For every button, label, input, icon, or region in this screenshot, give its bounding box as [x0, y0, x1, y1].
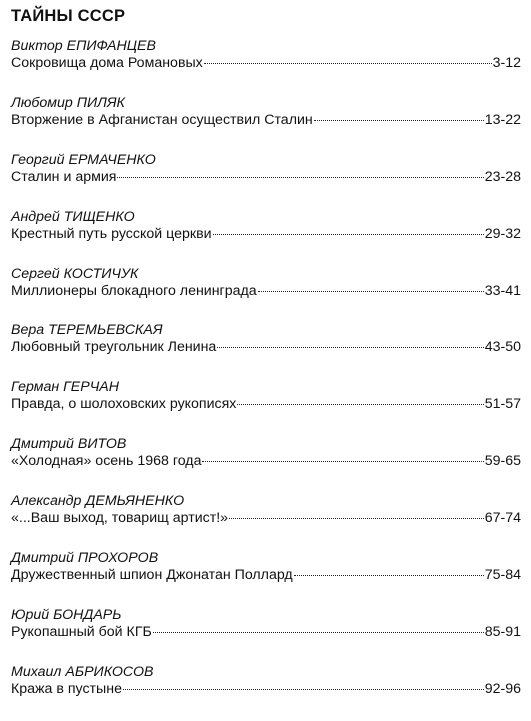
entry-title: Рукопашный бой КГБ: [11, 623, 152, 640]
entry-title-line: [11, 112, 521, 128]
entry-title-line: [11, 567, 521, 583]
author-last-name: АБРИКОСОВ: [65, 663, 154, 680]
toc-entry[interactable]: [11, 379, 521, 436]
dot-leader: [213, 234, 484, 235]
author-last-name: ПРОХОРОВ: [77, 550, 159, 567]
toc-entry[interactable]: [11, 493, 521, 550]
entry-title-line: [11, 55, 521, 71]
entry-author: [11, 322, 521, 338]
author-first-name: Михаил: [11, 663, 62, 680]
dot-leader: [294, 575, 484, 576]
entry-title: Кража в пустыне: [11, 680, 122, 697]
entry-author: [11, 436, 521, 452]
entry-pages: 3-12: [492, 55, 521, 71]
entry-pages: 51-57: [484, 396, 521, 413]
entry-title: «...Ваш выход, товарищ артист!»: [11, 510, 229, 527]
author-last-name: ДЕМЬЯНЕНКО: [85, 493, 185, 510]
entry-pages: 29-32: [484, 225, 521, 242]
entry-title: Крестный путь русской церкви: [11, 225, 212, 242]
entry-author: [11, 38, 521, 54]
entry-author: [11, 664, 521, 680]
entry-title-line: [11, 624, 521, 640]
author-first-name: Сергей: [11, 265, 60, 282]
entry-author: [11, 493, 521, 509]
toc-entry[interactable]: [11, 607, 521, 664]
entry-title-line: [11, 339, 521, 355]
author-last-name: ТЕРЕМЬЕВСКАЯ: [48, 322, 163, 339]
entry-pages: 67-74: [484, 510, 521, 527]
entry-pages: 43-50: [484, 339, 521, 356]
entry-author: [11, 607, 521, 623]
author-first-name: Юрий: [11, 606, 50, 623]
entry-title-line: [11, 681, 521, 697]
author-first-name: Андрей: [11, 208, 60, 225]
entry-title: Любовный треугольник Ленина: [11, 339, 217, 356]
author-first-name: Георгий: [11, 151, 65, 168]
entry-title-line: [11, 283, 521, 299]
entry-title: «Холодная» осень 1968 года: [11, 453, 202, 470]
toc-entry[interactable]: [11, 550, 521, 607]
entry-title-line: [11, 453, 521, 469]
table-of-contents: [11, 38, 521, 721]
toc-entry[interactable]: [11, 95, 521, 152]
author-last-name: ТИЩЕНКО: [63, 208, 135, 225]
entry-title: Вторжение в Афганистан осуществил Сталин: [11, 111, 313, 128]
entry-title: Правда, о шолоховских рукописях: [11, 396, 237, 413]
dot-leader: [117, 177, 483, 178]
author-first-name: Дмитрий: [11, 436, 74, 453]
entry-author: [11, 550, 521, 566]
section-title: ТАЙНЫ СССР: [11, 7, 126, 25]
entry-title-line: [11, 510, 521, 526]
dot-leader: [229, 518, 484, 519]
toc-entry[interactable]: [11, 322, 521, 379]
toc-entry[interactable]: [11, 266, 521, 323]
author-first-name: Виктор: [11, 38, 63, 54]
dot-leader: [204, 63, 492, 64]
dot-leader: [258, 291, 484, 292]
entry-title-line: [11, 169, 521, 185]
entry-pages: 13-22: [484, 111, 521, 128]
dot-leader: [153, 632, 484, 633]
author-first-name: Герман: [11, 379, 60, 396]
toc-entry[interactable]: [11, 436, 521, 493]
dot-leader: [123, 689, 484, 690]
entry-author: [11, 266, 521, 282]
author-last-name: БОНДАРЬ: [53, 606, 122, 623]
entry-pages: 85-91: [484, 623, 521, 640]
author-first-name: Александр: [11, 493, 82, 510]
entry-pages: 59-65: [484, 453, 521, 470]
dot-leader: [202, 461, 483, 462]
entry-pages: 33-41: [484, 282, 521, 299]
entry-author: [11, 209, 521, 225]
author-first-name: Любомир: [11, 94, 73, 111]
dot-leader: [217, 347, 483, 348]
entry-title: Миллионеры блокадного ленинграда: [11, 282, 257, 299]
toc-entry[interactable]: [11, 664, 521, 721]
author-last-name: ЕРМАЧЕНКО: [68, 151, 156, 168]
entry-pages: 23-28: [484, 168, 521, 185]
entry-author: [11, 152, 521, 168]
author-last-name: КОСТИЧУК: [63, 265, 139, 282]
toc-entry[interactable]: [11, 152, 521, 209]
entry-title-line: [11, 396, 521, 412]
entry-title: Сокровища дома Романовых: [11, 55, 203, 71]
author-last-name: ГЕРЧАН: [63, 379, 119, 396]
toc-entry[interactable]: [11, 38, 521, 95]
entry-title: Сталин и армия: [11, 168, 117, 185]
entry-author: [11, 95, 521, 111]
author-first-name: Вера: [11, 322, 45, 339]
entry-title: Дружественный шпион Джонатан Поллард: [11, 567, 293, 584]
author-last-name: ВИТОВ: [77, 436, 127, 453]
dot-leader: [237, 404, 483, 405]
author-last-name: ПИЛЯК: [76, 94, 125, 111]
dot-leader: [314, 120, 484, 121]
entry-author: [11, 379, 521, 395]
author-last-name: ЕПИФАНЦЕВ: [66, 38, 156, 54]
author-first-name: Дмитрий: [11, 550, 74, 567]
entry-pages: 92-96: [484, 680, 521, 697]
toc-entry[interactable]: [11, 209, 521, 266]
entry-pages: 75-84: [484, 567, 521, 584]
entry-title-line: [11, 226, 521, 242]
